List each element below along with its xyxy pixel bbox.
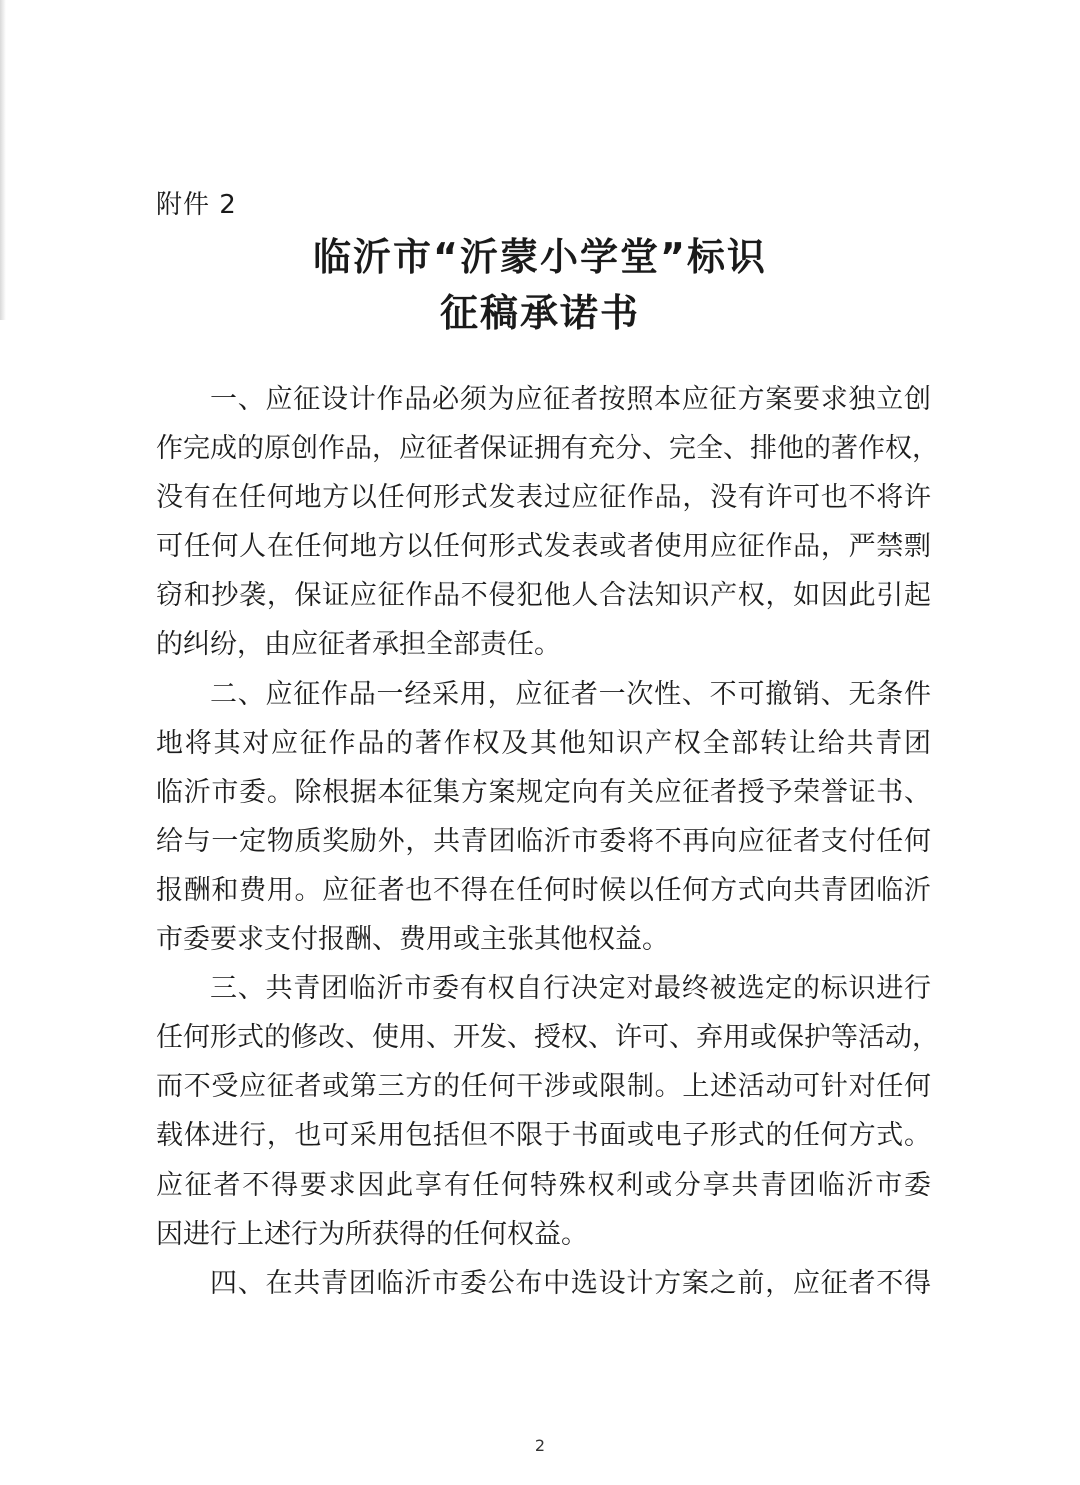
document-title-line2: 征稿承诺书 [439,291,640,335]
paragraph1-line1: 一、应征设计作品必须为应征者按照本应征方案要求独立创 [210,384,931,415]
paragraph3-line5: 应征者不得要求因此享有任何特殊权利或分享共青团临沂市委 [156,1169,931,1201]
paragraph3-line4: 载体进行，也可采用包括但不限于书面或电子形式的任何方式。 [156,1120,931,1152]
attachment-label: 附件 2 [156,190,237,220]
paragraph3-line6: 因进行上述行为所获得的任何权益。 [156,1218,588,1250]
paragraph2-line6: 市委要求支付报酬、费用或主张其他权益。 [156,924,669,956]
paragraph1-line3: 没有在任何地方以任何形式发表过应征作品，没有许可也不将许 [156,482,931,514]
paragraph3-line1: 三、共青团临沂市委有权自行决定对最终被选定的标识进行 [210,973,931,1005]
paragraph3-line3: 而不受应征者或第三方的任何干涉或限制。上述活动可针对任何 [156,1071,931,1103]
paragraph1-line6: 的纠纷，由应征者承担全部责任。 [156,629,561,661]
document-title-line1: 临沂市“沂蒙小学堂”标识 [313,235,767,279]
document-body [156,375,939,1308]
paragraph2-line4: 给与一定物质奖励外，共青团临沂市委将不再向应征者支付任何 [156,825,931,857]
page-number: 2 [534,1436,546,1455]
paragraph2-line1: 二、应征作品一经采用，应征者一次性、不可撤销、无条件 [210,678,931,710]
paragraph1-line4: 可任何人在任何地方以任何形式发表或者使用应征作品，严禁剽 [156,531,931,563]
paragraph2-line3: 临沂市委。除根据本征集方案规定向有关应征者授予荣誉证书、 [156,776,931,808]
paragraph1-line2: 作完成的原创作品，应征者保证拥有充分、完全、排他的著作权， [156,433,939,465]
paragraph3-line2: 任何形式的修改、使用、开发、授权、许可、弃用或保护等活动， [156,1022,939,1054]
paragraph2-line5: 报酬和费用。应征者也不得在任何时候以任何方式向共青团临沂 [156,874,931,906]
paragraph2-line2: 地将其对应征作品的著作权及其他知识产权全部转让给共青团 [156,727,931,759]
paragraph1-line5: 窃和抄袭，保证应征作品不侵犯他人合法知识产权，如因此引起 [156,580,931,612]
paragraph4-line1: 四、在共青团临沂市委公布中选设计方案之前，应征者不得 [210,1267,931,1299]
